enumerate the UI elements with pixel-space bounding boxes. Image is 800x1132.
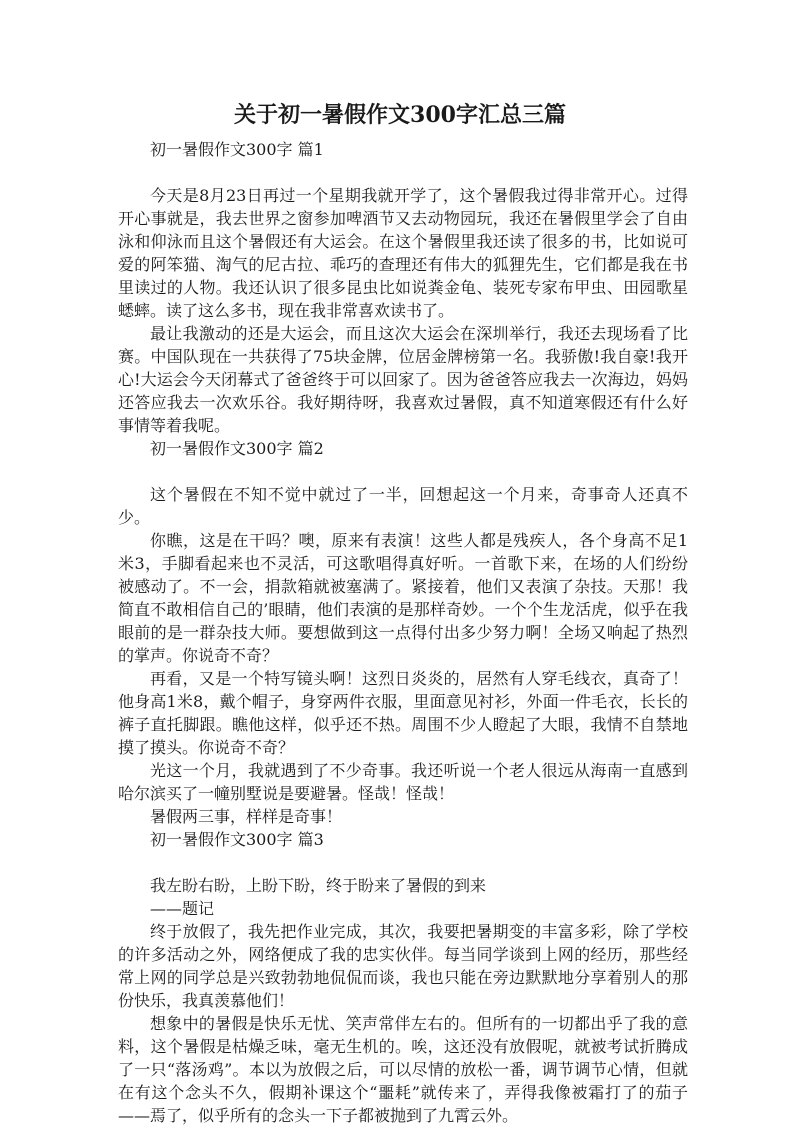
paragraph: 你瞧，这是在干吗？噢，原来有表演！这些人都是残疾人，各个身高不足1米3，手脚看起来也不灵活，可这歌唱得真好听。一首歌下来，在场的人们纷纷被感动了。不一会，捐款箱就被塞满了。紧接着，他们又表演了杂技。天那！我简直不敢相信自己的’眼睛，他们表演的是那样奇妙。一个个生龙活虎，似乎在我眼前的是一群杂技大师。要想做到这一点得付出多少努力啊！全场又响起了热烈的掌声。你说奇不奇？ xyxy=(118,531,688,665)
paragraph: 我左盼右盼，上盼下盼，终于盼来了暑假的到来 xyxy=(150,876,487,895)
paragraph: 这个暑假在不知不觉中就过了一半，回想起这一个月来，奇事奇人还真不少。 xyxy=(118,485,688,527)
section-heading-1: 初一暑假作文300字 篇1 xyxy=(150,140,324,159)
paragraph: 今天是8月23日再过一个星期我就开学了，这个暑假我过得非常开心。过得开心事就是，我去世界之窗参加啤酒节又去动物园玩，我还在暑假里学会了自由泳和仰泳而且这个暑假还有大运会。在这个暑假里我还读了很多的书，比如说可爱的阿笨猫、淘气的尼古拉、乖巧的查理还有伟大的狐狸先生，它们都是我在书里读过的人物。我还认识了很多昆虫比如说粪金龟、装死专家布甲虫、田园歌星蟋蟀。读了这么多书，现在我非常喜欢读书了。 xyxy=(118,186,688,320)
section-heading-2: 初一暑假作文300字 篇2 xyxy=(150,439,324,458)
epigraph-label: ——题记 xyxy=(150,899,215,918)
document-body xyxy=(118,138,688,1127)
page-title: 关于初一暑假作文300字汇总三篇 xyxy=(234,102,566,128)
paragraph: 终于放假了，我先把作业完成，其次，我要把暑期变的丰富多彩，除了学校的许多活动之外，网络便成了我的忠实伙伴。每当同学谈到上网的经历，那些经常上网的同学总是兴致勃勃地侃侃而谈，我也只能在旁边默默地分享着别人的那份快乐，我真羡慕他们！ xyxy=(118,922,688,1010)
paragraph: 再看，又是一个特写镜头啊！这烈日炎炎的，居然有人穿毛线衣，真奇了！他身高1米8，戴个帽子，身穿两件衣服，里面意见衬衫，外面一件毛衣，长长的裤子直托脚跟。瞧他这样，似乎还不热。周围不少人瞪起了大眼，我情不自禁地摸了摸头。你说奇不奇？ xyxy=(118,669,688,757)
section-heading-3: 初一暑假作文300字 篇3 xyxy=(150,830,324,849)
paragraph: 光这一个月，我就遇到了不少奇事。我还听说一个老人很远从海南一直感到哈尔滨买了一幢别墅说是要避暑。怪哉！怪哉！ xyxy=(118,761,688,803)
paragraph: 暑假两三事，样样是奇事！ xyxy=(150,807,343,826)
paragraph: 最让我激动的还是大运会，而且这次大运会在深圳举行，我还去现场看了比赛。中国队现在一共获得了75块金牌，位居金牌榜第一名。我骄傲!我自豪!我开心!大运会今天闭幕式了爸爸终于可以回家了。因为爸爸答应我去一次海边，妈妈还答应我去一次欢乐谷。我好期待呀，我喜欢过暑假，真不知道寒假还有什么好事情等着我呢。 xyxy=(118,324,688,435)
paragraph: 想象中的暑假是快乐无忧、笑声常伴左右的。但所有的一切都出乎了我的意料，这个暑假是枯燥乏味，毫无生机的。唉，这还没有放假呢，就被考试折腾成了一只“落汤鸡”。本以为放假之后，可以尽情的放松一番，调节调节心情，但就在有这个念头不久，假期补课这个“噩耗”就传来了，弄得我像被霜打了的茄子——焉了，似乎所有的念头一下子都被抛到了九霄云外。 xyxy=(118,1014,688,1125)
